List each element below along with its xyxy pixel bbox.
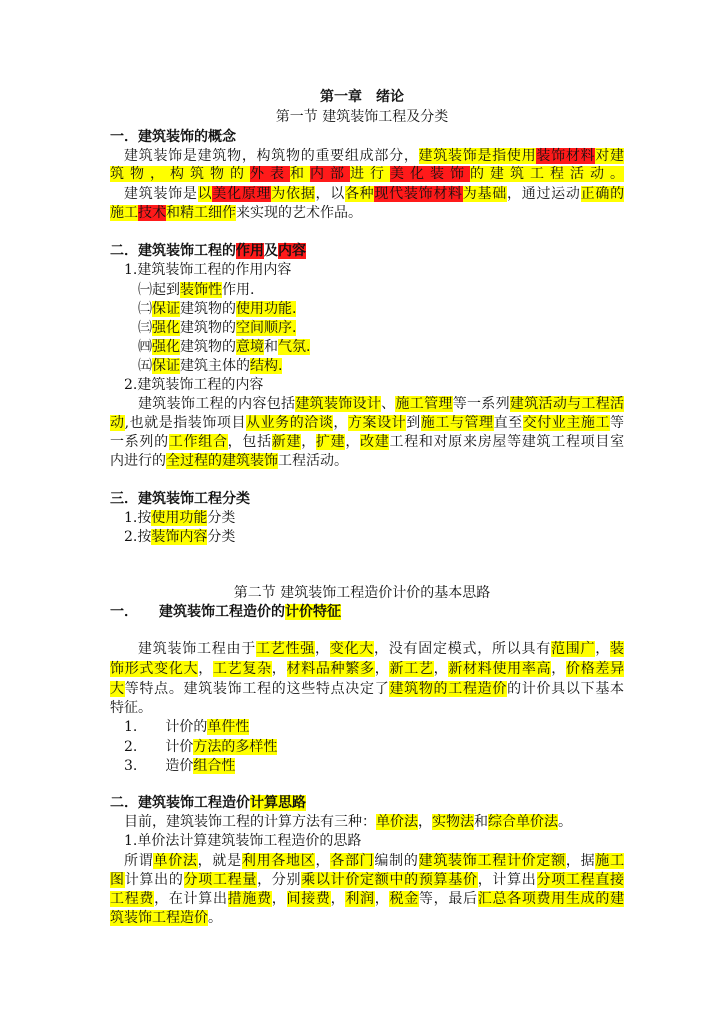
yellow-highlight-text: 计算思路 bbox=[250, 795, 306, 811]
yellow-highlight-text: 组合性 bbox=[193, 758, 236, 774]
red-highlight-text: 技术 bbox=[138, 205, 166, 221]
yellow-highlight-text: 材料品种繁多 bbox=[286, 661, 375, 677]
text-segment: 二．建筑装饰工程造价 bbox=[110, 795, 250, 811]
yellow-highlight-text: 装饰性 bbox=[180, 282, 222, 298]
text-segment: 建筑物的 bbox=[180, 320, 236, 336]
yellow-highlight-text: 饰形式变化大 bbox=[110, 661, 199, 677]
text-segment: 。 bbox=[558, 814, 572, 830]
paragraph-line bbox=[110, 163, 624, 185]
yellow-highlight-text: 价格差异 bbox=[566, 661, 625, 677]
text-segment: 工程和对原来房屋等建筑工程项目室 bbox=[389, 434, 625, 450]
yellow-highlight-text: 和 bbox=[290, 166, 310, 182]
text-segment: ，分别 bbox=[257, 872, 302, 888]
yellow-highlight-text: 变化大 bbox=[329, 641, 374, 657]
yellow-highlight-text: 汇总各项费用生成的建 bbox=[477, 891, 625, 907]
text-segment: 1.按 bbox=[124, 510, 152, 526]
yellow-highlight-text: 方法的多样性 bbox=[193, 739, 278, 755]
yellow-highlight-text: 新工艺 bbox=[389, 661, 434, 677]
text-segment: 、 bbox=[381, 396, 396, 412]
red-highlight-text: 美化原理 bbox=[212, 186, 272, 202]
yellow-highlight-text: 气氛. bbox=[278, 339, 311, 355]
yellow-highlight-text: 改建 bbox=[360, 434, 390, 450]
text-segment: ，在计算出 bbox=[154, 891, 228, 907]
paragraph-line bbox=[110, 678, 624, 700]
yellow-highlight-text: 保证 bbox=[152, 301, 180, 317]
yellow-highlight-text: 各种 bbox=[344, 186, 375, 202]
yellow-highlight-text: 各部门 bbox=[330, 853, 375, 869]
yellow-highlight-text: 综合单价法 bbox=[488, 814, 558, 830]
paragraph-line bbox=[110, 658, 624, 680]
yellow-highlight-text: 单价法 bbox=[376, 814, 418, 830]
text-segment: 建筑装饰工程由于 bbox=[138, 641, 256, 657]
red-highlight-text: 现代装饰材料 bbox=[374, 186, 463, 202]
paragraph-line bbox=[124, 830, 361, 852]
text-segment: 建筑主体的 bbox=[180, 358, 250, 374]
text-segment: 建筑装饰工程的内容包括 bbox=[138, 396, 296, 412]
text-segment: 二．建筑装饰工程的 bbox=[110, 243, 236, 259]
text-segment: 第一节 建筑装饰工程及分类 bbox=[275, 109, 449, 125]
yellow-highlight-text: 的建筑工程活动。 bbox=[470, 166, 624, 182]
text-segment: ， bbox=[301, 434, 316, 450]
text-segment: 等特点。建筑装饰工程的这些特点决定了 bbox=[124, 681, 390, 697]
yellow-highlight-text: 施工 bbox=[595, 853, 625, 869]
text-segment: ， bbox=[271, 661, 287, 677]
text-segment: ㈡ bbox=[138, 301, 152, 317]
yellow-highlight-text: 保证 bbox=[152, 358, 180, 374]
yellow-highlight-text: 筑物，构筑物的 bbox=[110, 166, 250, 182]
yellow-highlight-text: 建筑装饰设计 bbox=[295, 396, 382, 412]
text-segment: ，计算出 bbox=[477, 872, 537, 888]
text-segment: 直至 bbox=[493, 415, 523, 431]
paragraph-line bbox=[110, 450, 348, 472]
yellow-highlight-text: 和精工细作 bbox=[166, 205, 236, 221]
text-segment: 一．建筑装饰的概念 bbox=[110, 129, 236, 145]
text-segment: 3. 造价 bbox=[124, 758, 194, 774]
chapter-title bbox=[0, 86, 724, 108]
paragraph-line bbox=[138, 638, 624, 660]
text-segment: 第二节 建筑装饰工程造价计价的基本思路 bbox=[233, 585, 491, 601]
list-item bbox=[124, 259, 291, 281]
yellow-highlight-text: 乘以计价定额中的预算基价 bbox=[301, 872, 478, 888]
yellow-highlight-text: 图 bbox=[110, 872, 125, 888]
red-highlight-text: 内容 bbox=[278, 243, 306, 259]
text-segment: 。 bbox=[208, 910, 222, 926]
text-segment: ㈠起到 bbox=[138, 282, 180, 298]
yellow-highlight-text: 工作组合 bbox=[168, 434, 228, 450]
yellow-highlight-text: 交付业主施工 bbox=[522, 415, 611, 431]
yellow-highlight-text: 分项工程直接 bbox=[536, 872, 625, 888]
text-segment: ㈣ bbox=[138, 339, 152, 355]
text-segment: ， bbox=[595, 641, 610, 657]
text-segment: ，据 bbox=[565, 853, 596, 869]
text-segment: 和 bbox=[264, 339, 278, 355]
yellow-highlight-text: 为依据 bbox=[271, 186, 316, 202]
text-segment: ，就是 bbox=[197, 853, 242, 869]
red-highlight-text: 作用 bbox=[236, 243, 264, 259]
yellow-highlight-text: 实物法 bbox=[432, 814, 474, 830]
text-segment: 2.建筑装饰工程的内容 bbox=[124, 377, 264, 393]
text-segment: ， bbox=[433, 661, 449, 677]
yellow-highlight-text: 正确的 bbox=[580, 186, 625, 202]
text-segment: 2. 计价 bbox=[124, 739, 194, 755]
yellow-highlight-text: 方案设计 bbox=[347, 415, 407, 431]
text-segment: 工程活动。 bbox=[278, 453, 348, 469]
yellow-highlight-text: 建筑活动与工程活 bbox=[509, 396, 625, 412]
text-segment: 到 bbox=[406, 415, 421, 431]
text-segment: ， bbox=[315, 641, 330, 657]
text-segment: 和 bbox=[474, 814, 488, 830]
yellow-highlight-text: 扩建 bbox=[315, 434, 346, 450]
text-segment: ， bbox=[418, 814, 432, 830]
yellow-highlight-text: 分项工程量 bbox=[183, 872, 258, 888]
text-segment: 1. 计价的 bbox=[124, 719, 208, 735]
text-segment: 编制的 bbox=[374, 853, 419, 869]
yellow-highlight-text: 意境 bbox=[236, 339, 264, 355]
yellow-highlight-text: 施工管理 bbox=[395, 396, 453, 412]
text-segment: ， bbox=[330, 891, 346, 907]
yellow-highlight-text: 装 bbox=[610, 641, 624, 657]
text-segment: ，通过运动 bbox=[506, 186, 581, 202]
yellow-highlight-text: 大 bbox=[110, 681, 125, 697]
yellow-highlight-text: 从业务的洽谈 bbox=[246, 415, 334, 431]
heading-pricing-features bbox=[110, 601, 341, 623]
yellow-highlight-text: 施工 bbox=[110, 205, 138, 221]
text-segment: 三．建筑装饰工程分类 bbox=[110, 491, 250, 507]
text-segment: 的计价具以下基本 bbox=[507, 681, 625, 697]
text-segment: 作用. bbox=[222, 282, 255, 298]
text-segment: 1.单价法计算建筑装饰工程造价的思路 bbox=[124, 833, 362, 849]
text-segment: 内进行的 bbox=[110, 453, 166, 469]
yellow-highlight-text: 为基础 bbox=[462, 186, 507, 202]
text-segment: 等，最后 bbox=[418, 891, 478, 907]
red-highlight-text: 美化装饰 bbox=[390, 166, 470, 182]
yellow-highlight-text: 措施费 bbox=[227, 891, 272, 907]
yellow-highlight-text: 强化 bbox=[152, 339, 180, 355]
yellow-highlight-text: 利润 bbox=[345, 891, 375, 907]
text-segment: 等一系列 bbox=[452, 396, 510, 412]
text-segment: ， bbox=[315, 853, 331, 869]
yellow-highlight-text: 建筑物的工程造价 bbox=[389, 681, 508, 697]
section-1-title bbox=[0, 106, 724, 128]
list-item bbox=[124, 526, 235, 548]
text-segment: 1.建筑装饰工程的作用内容 bbox=[124, 262, 292, 278]
yellow-highlight-text: 进行 bbox=[350, 166, 390, 182]
text-segment: 计算出的 bbox=[124, 872, 184, 888]
text-segment: ， bbox=[333, 415, 348, 431]
yellow-highlight-text: 范围广 bbox=[551, 641, 596, 657]
yellow-highlight-text: 建筑装饰是指使用 bbox=[418, 148, 537, 164]
yellow-highlight-text: 利用各地区 bbox=[241, 853, 316, 869]
text-segment: ， bbox=[198, 661, 213, 677]
text-segment: 一． 建筑装饰工程造价的 bbox=[110, 604, 285, 620]
yellow-highlight-text: 强化 bbox=[152, 320, 180, 336]
list-item bbox=[124, 755, 235, 777]
list-item bbox=[124, 716, 249, 738]
yellow-highlight-text: 新材料使用率高 bbox=[448, 661, 552, 677]
text-segment: ， bbox=[345, 434, 361, 450]
text-segment: 来实现的艺术作品。 bbox=[236, 205, 362, 221]
text-segment: 目前，建筑装饰工程的计算方法有三种： bbox=[124, 814, 376, 830]
yellow-highlight-text: 工艺性强 bbox=[256, 641, 315, 657]
text-segment: 所谓 bbox=[124, 853, 154, 869]
paragraph-line bbox=[110, 202, 362, 224]
yellow-highlight-text: 计价特征 bbox=[285, 604, 341, 620]
text-segment: ,也就是指装饰项目 bbox=[124, 415, 247, 431]
yellow-highlight-text: 税金 bbox=[389, 891, 419, 907]
yellow-highlight-text: 单价法 bbox=[153, 853, 198, 869]
text-segment: ， bbox=[374, 661, 390, 677]
text-segment: ，包括 bbox=[227, 434, 272, 450]
section-2-title bbox=[0, 582, 724, 604]
text-segment: 等 bbox=[610, 415, 625, 431]
red-highlight-text: 外表 bbox=[250, 166, 290, 182]
yellow-highlight-text: 单件性 bbox=[207, 719, 250, 735]
text-segment: ， bbox=[271, 891, 287, 907]
yellow-highlight-text: 筑装饰工程造价 bbox=[110, 910, 208, 926]
yellow-highlight-text: 动 bbox=[110, 415, 125, 431]
yellow-highlight-text: 使用功能. bbox=[236, 301, 297, 317]
text-segment: 建筑物的 bbox=[180, 339, 236, 355]
yellow-highlight-text: 装饰内容 bbox=[151, 529, 208, 545]
yellow-highlight-text: 使用功能 bbox=[151, 510, 208, 526]
paragraph-line bbox=[110, 907, 222, 929]
text-segment: 2.按 bbox=[124, 529, 152, 545]
yellow-highlight-text: 对建 bbox=[595, 148, 625, 164]
text-segment: 特征。 bbox=[110, 700, 152, 716]
yellow-highlight-text: 全过程的建筑装饰 bbox=[166, 453, 278, 469]
yellow-highlight-text: 间接费 bbox=[286, 891, 331, 907]
text-segment: 一系列的 bbox=[110, 434, 169, 450]
text-segment: 建筑装饰是建筑物，构筑物的重要组成部分， bbox=[124, 148, 419, 164]
yellow-highlight-text: 以 bbox=[197, 186, 213, 202]
text-segment: ， bbox=[551, 661, 566, 677]
text-segment: 建筑物的 bbox=[180, 301, 236, 317]
yellow-highlight-text: 工程费 bbox=[110, 891, 155, 907]
text-segment: ㈤ bbox=[138, 358, 152, 374]
red-highlight-text: 内部 bbox=[310, 166, 350, 182]
text-segment: ，没有固定模式，所以具有 bbox=[374, 641, 551, 657]
yellow-highlight-text: 建筑装饰工程计价定额 bbox=[418, 853, 566, 869]
yellow-highlight-text: 施工与管理 bbox=[420, 415, 494, 431]
yellow-highlight-text: 结构. bbox=[250, 358, 283, 374]
yellow-highlight-text: 新建 bbox=[271, 434, 302, 450]
text-segment: 第一章 绪论 bbox=[320, 89, 404, 105]
text-segment: 建筑装饰是 bbox=[124, 186, 198, 202]
yellow-highlight-text: 工艺复杂 bbox=[212, 661, 272, 677]
text-segment: 及 bbox=[264, 243, 278, 259]
red-highlight-text: 装饰材料 bbox=[536, 148, 596, 164]
text-segment: ㈢ bbox=[138, 320, 152, 336]
text-segment: ，以 bbox=[315, 186, 345, 202]
text-segment: ， bbox=[374, 891, 390, 907]
text-segment: 分类 bbox=[207, 510, 236, 526]
yellow-highlight-text: 空间顺序. bbox=[236, 320, 297, 336]
text-segment: 分类 bbox=[207, 529, 236, 545]
